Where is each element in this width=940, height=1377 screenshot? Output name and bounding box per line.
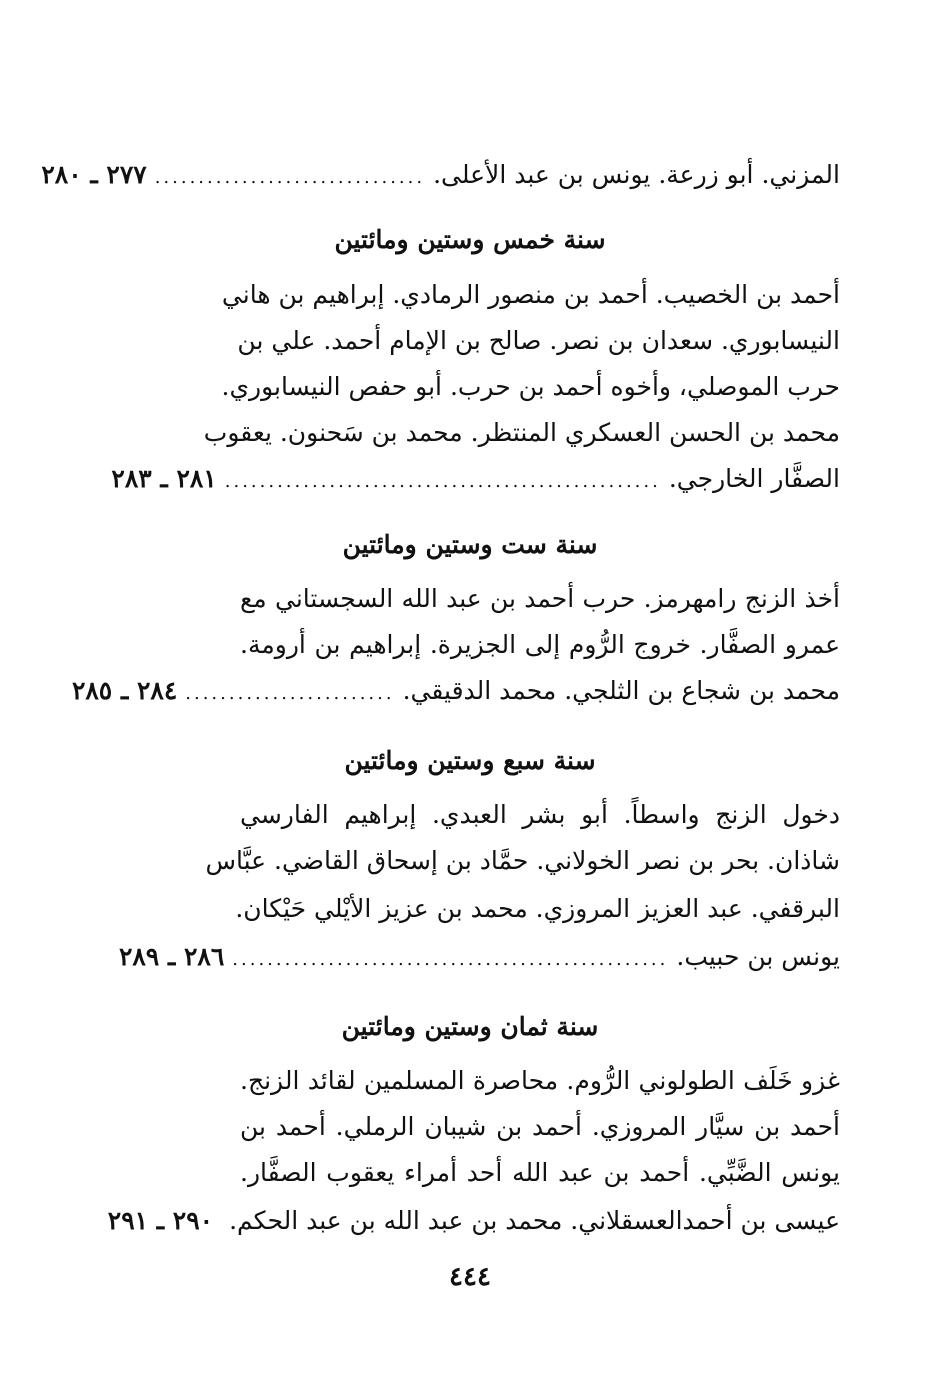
section-line: محمد بن الحسن العسكري المنتظر. محمد بن سَحنون. يعقوب [203,418,840,447]
section-line: يونس الضَّبِّي. أحمد بن عبد الله أحد أمراء يعقوب الصفَّار. [240,1158,840,1187]
leader-dots: .................................................. [232,949,669,970]
section-line: أخذ الزنج رامهرمز. حرب أحمد بن عبد الله السجستاني مع [240,584,840,613]
section-line: النيسابوري. سعدان بن نصر. صالح بن الإمام أحمد. علي بن [237,326,840,355]
section-line: دخول الزنج واسطاً. أبو بشر العبدي. إبراهيم الفارسي [240,800,840,829]
entry-text: المزني. أبو زرعة. يونس بن عبد الأعلى. [433,160,840,189]
page-range: ٢٧٧ ـ ٢٨٠ [41,160,147,189]
section-line: البرقفي. عبد العزيز المروزي. محمد بن عزيز الأيْلي حَيْكان. [235,894,840,923]
entry-text: يونس بن حبيب. [676,942,840,971]
section-line: أحمد بن الخصيب. أحمد بن منصور الرمادي. إبراهيم بن هاني [221,280,840,309]
leader-dots: ............................... [154,167,426,188]
index-entry [71,676,840,705]
entry-text: عيسى بن أحمدالعسقلاني. محمد بن عبد الله بن عبد الحكم. [229,1206,840,1235]
entry-text: محمد بن شجاع بن الثلجي. محمد الدقيقي. [402,676,840,705]
section-title: سنة ثمان وستين ومائتين [341,1012,599,1041]
index-entry [107,1206,840,1235]
section-title: سنة خمس وستين ومائتين [334,225,606,254]
entry-text: الصفَّار الخارجي. [668,464,840,493]
page-range: ٢٩٠ ـ ٢٩١ [107,1206,214,1235]
index-entry [111,464,840,493]
section-title: سنة ست وستين ومائتين [342,530,598,559]
index-entry [41,160,840,189]
page-range: ٢٨٤ ـ ٢٨٥ [71,676,178,705]
leader-dots: ........................ [185,683,395,704]
page-range: ٢٨٦ ـ ٢٨٩ [118,942,225,971]
section-title: سنة سبع وستين ومائتين [344,746,596,775]
index-entry [118,942,840,971]
section-line: أحمد بن سيَّار المروزي. أحمد بن شيبان الرملي. أحمد بن [240,1112,840,1141]
section-line: حرب الموصلي، وأخوه أحمد بن حرب. أبو حفص النيسابوري. [221,372,840,401]
page-number: ٤٤٤ [449,1262,491,1292]
leader-dots: .................................................. [224,471,661,492]
section-line: غزو خَلَف الطولوني الرُّوم. محاصرة المسلمين لقائد الزنج. [240,1066,840,1095]
page-range: ٢٨١ ـ ٢٨٣ [111,464,217,493]
section-line: شاذان. بحر بن نصر الخولاني. حمَّاد بن إسحاق القاضي. عبَّاس [205,846,840,875]
section-line: عمرو الصفَّار. خروج الرُّوم إلى الجزيرة. إبراهيم بن أرومة. [240,630,840,659]
